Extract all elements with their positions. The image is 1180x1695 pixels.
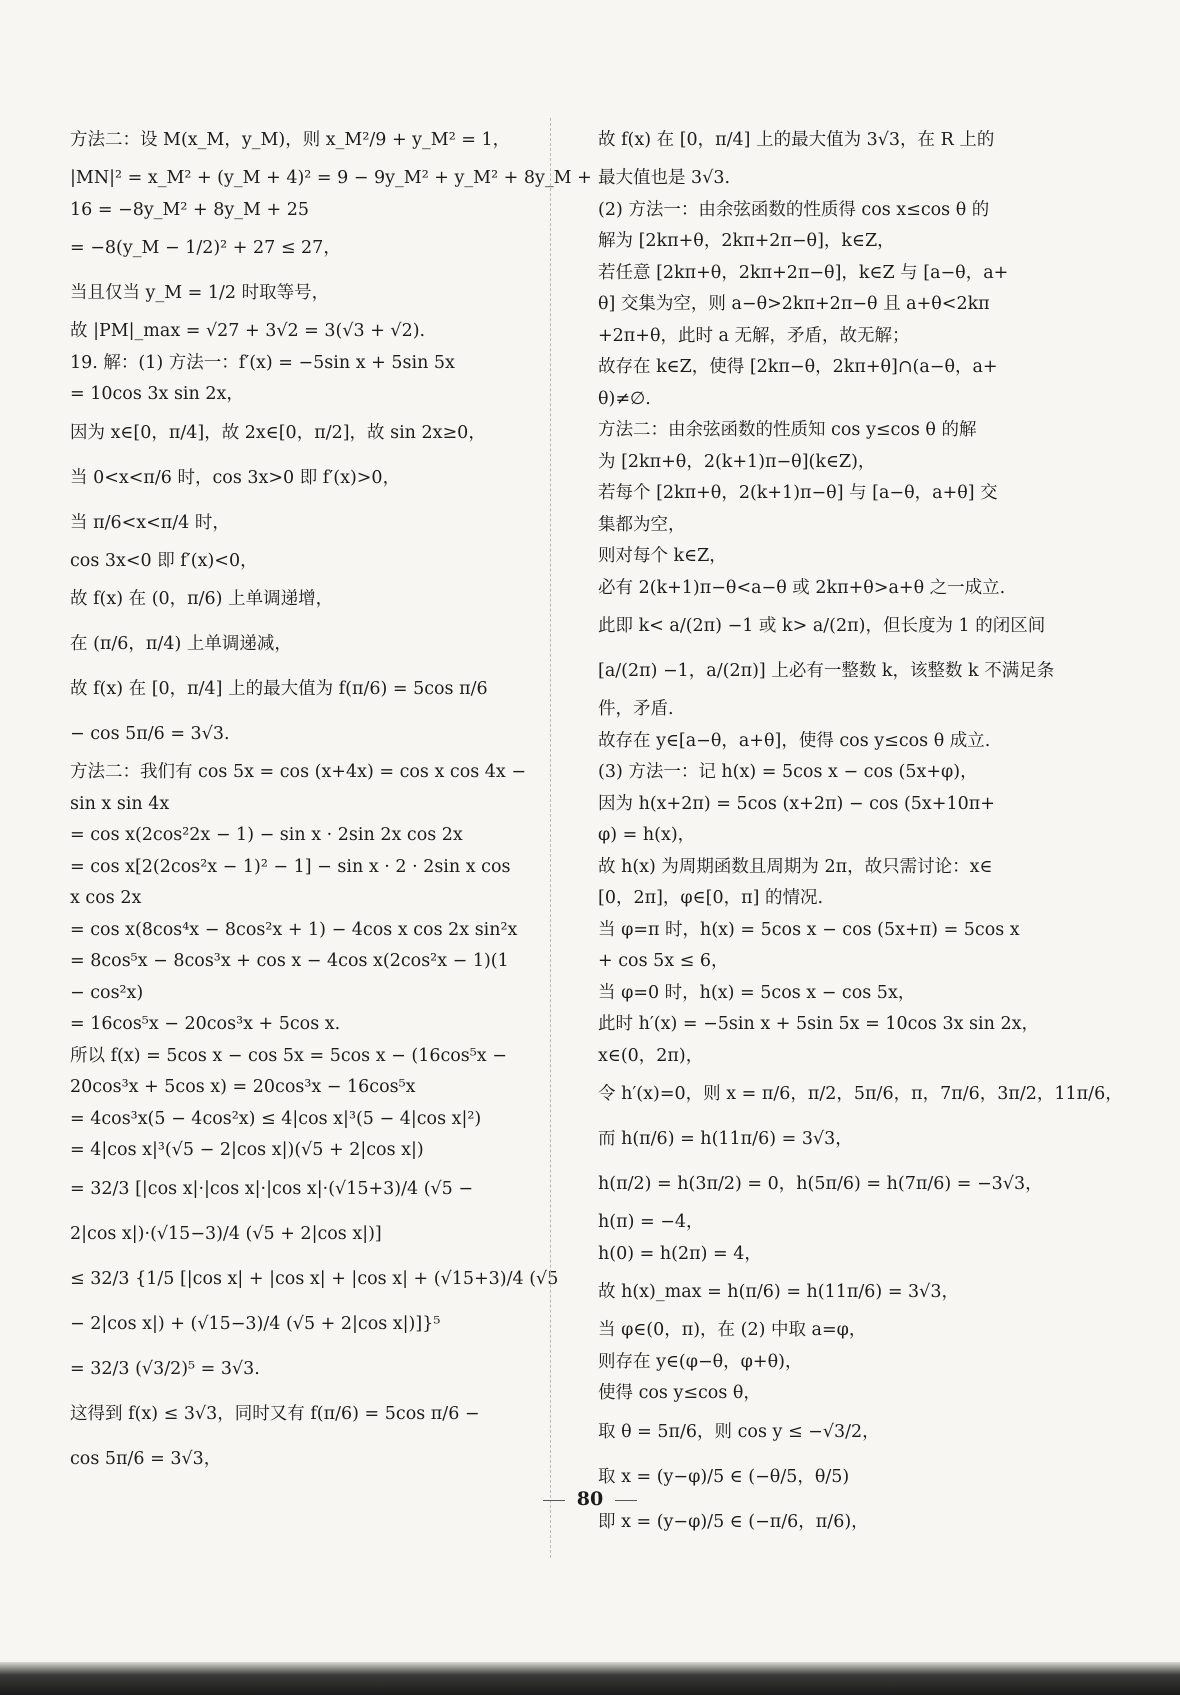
text-line: 当 φ=0 时，h(x) = 5cos x − cos 5x， [598, 982, 916, 1003]
text-line: 当 0<x<π/6 时，cos 3x>0 即 f′(x)>0， [70, 467, 401, 488]
text-line: − cos 5π/6 = 3√3. [70, 724, 230, 744]
text-line: 故存在 k∈Z，使得 [2kπ−θ，2kπ+θ]∩(a−θ，a+ [598, 357, 998, 377]
text-line: 令 h′(x)=0，则 x = π/6，π/2，5π/6，π，7π/6，3π/2，11π/6， [598, 1084, 1123, 1104]
text-line: = 4cos³x(5 − 4cos²x) ≤ 4|cos x|³(5 − 4|cos x|²) [70, 1108, 482, 1129]
text-line: 必有 2(k+1)π−θ<a−θ 或 2kπ+θ>a+θ 之一成立. [598, 577, 1006, 598]
text-line: − 2|cos x|) + (√15−3)/4 (√5 + 2|cos x|)]}⁵ [70, 1313, 441, 1334]
text-line: 取 x = (y−φ)/5 ∈ (−θ/5，θ/5) [598, 1466, 850, 1487]
text-line: 因为 h(x+2π) = 5cos (x+2π) − cos (5x+10π+ [598, 793, 995, 814]
text-line: (3) 方法一：记 h(x) = 5cos x − cos (5x+φ)， [598, 762, 978, 782]
text-line: (2) 方法一：由余弦函数的性质得 cos x≤cos θ 的 [598, 199, 990, 220]
text-line: φ) = h(x)， [598, 825, 696, 845]
text-line: 集都为空， [598, 514, 686, 535]
text-line: 故 f(x) 在 (0，π/6) 上单调递增， [70, 589, 334, 609]
text-line: 当且仅当 y_M = 1/2 时取等号， [70, 283, 330, 303]
text-line: 2|cos x|)·(√15−3)/4 (√5 + 2|cos x|)] [70, 1223, 382, 1244]
text-line: 故 f(x) 在 [0，π/4] 上的最大值为 3√3，在 R 上的 [598, 130, 995, 150]
text-line: |MN|² = x_M² + (y_M + 4)² = 9 − 9y_M² + y_M² + 8y_M + [70, 168, 592, 188]
text-line: = cos x(2cos²2x − 1) − sin x · 2sin 2x cos 2x [70, 825, 463, 845]
text-line: 而 h(π/6) = h(11π/6) = 3√3， [598, 1129, 853, 1149]
text-line: 解为 [2kπ+θ，2kπ+2π−θ]，k∈Z， [598, 231, 895, 251]
text-line: = cos x[2(2cos²x − 1)² − 1] − sin x · 2 · 2sin x cos [70, 856, 511, 877]
text-line: sin x sin 4x [70, 793, 170, 814]
text-line: 故 f(x) 在 [0，π/4] 上的最大值为 f(π/6) = 5cos π/6 [70, 679, 488, 699]
scan-bottom-edge [0, 1662, 1180, 1695]
text-line: ≤ 32/3 {1/5 [|cos x| + |cos x| + |cos x| + (√15+3)/4 (√5 [70, 1268, 559, 1289]
text-line: 即 x = (y−φ)/5 ∈ (−π/6，π/6)， [598, 1511, 869, 1532]
text-line: h(π/2) = h(3π/2) = 0，h(5π/6) = h(7π/6) = −3√3， [598, 1174, 1043, 1194]
text-line: x cos 2x [70, 888, 142, 908]
text-line: 方法二：设 M(x_M，y_M)，则 x_M²/9 + y_M² = 1， [70, 130, 511, 150]
text-line: 故存在 y∈[a−θ，a+θ]，使得 cos y≤cos θ 成立. [598, 730, 991, 751]
text-line: 故 |PM|_max = √27 + 3√2 = 3(√3 + √2). [70, 321, 426, 341]
text-line: + cos 5x ≤ 6， [598, 951, 729, 971]
text-line: +2π+θ，此时 a 无解，矛盾，故无解； [598, 325, 910, 346]
text-line: 为 [2kπ+θ，2(k+1)π−θ](k∈Z)， [598, 451, 876, 472]
text-line: 方法二：由余弦函数的性质知 cos y≤cos θ 的解 [598, 420, 977, 440]
text-line: = 8cos⁵x − 8cos³x + cos x − 4cos x(2cos²x − 1)(1 [70, 951, 509, 971]
text-line: 当 π/6<x<π/4 时， [70, 512, 230, 533]
text-line: = cos x(8cos⁴x − 8cos²x + 1) − 4cos x cos 2x sin²x [70, 919, 518, 940]
text-line: 此时 h′(x) = −5sin x + 5sin 5x = 10cos 3x sin 2x， [598, 1014, 1039, 1034]
text-line: cos 3x<0 即 f′(x)<0， [70, 550, 258, 571]
text-line: cos 5π/6 = 3√3， [70, 1448, 222, 1469]
text-line: − cos²x) [70, 982, 144, 1003]
text-line: 当 φ∈(0，π)，在 (2) 中取 a=φ， [598, 1320, 867, 1340]
text-line: θ] 交集为空，则 a−θ>2kπ+2π−θ 且 a+θ<2kπ [598, 294, 990, 314]
text-line: = 4|cos x|³(√5 − 2|cos x|)(√5 + 2|cos x|) [70, 1140, 424, 1160]
text-line: h(0) = h(2π) = 4， [598, 1243, 762, 1264]
text-line: 20cos³x + 5cos x) = 20cos³x − 16cos⁵x [70, 1077, 416, 1097]
text-line: x∈(0，2π)， [598, 1045, 704, 1066]
text-line: 则存在 y∈(φ−θ，φ+θ)， [598, 1351, 803, 1372]
text-line: θ)≠∅. [598, 388, 651, 409]
text-line: 16 = −8y_M² + 8y_M + 25 [70, 199, 309, 220]
text-line: 故 h(x) 为周期函数且周期为 2π，故只需讨论：x∈ [598, 856, 993, 877]
text-line: [a/(2π) −1，a/(2π)] 上必有一整数 k，该整数 k 不满足条 [598, 661, 1055, 681]
text-line: 这得到 f(x) ≤ 3√3，同时又有 f(π/6) = 5cos π/6 − [70, 1403, 480, 1424]
right-column [598, 118, 1123, 1545]
text-line: 因为 x∈[0，π/4]，故 2x∈[0，π/2]，故 sin 2x≥0， [70, 422, 486, 443]
text-line: 件，矛盾. [598, 699, 674, 719]
left-column [70, 118, 592, 1482]
column-divider [550, 118, 551, 1558]
text-line: 若任意 [2kπ+θ，2kπ+2π−θ]，k∈Z 与 [a−θ，a+ [598, 262, 1009, 283]
text-line: 使得 cos y≤cos θ， [598, 1383, 761, 1403]
text-line: = −8(y_M − 1/2)² + 27 ≤ 27， [70, 238, 341, 258]
text-line: = 32/3 [|cos x|·|cos x|·|cos x|·(√15+3)/4 (√5 − [70, 1178, 474, 1199]
text-line: = 16cos⁵x − 20cos³x + 5cos x. [70, 1014, 341, 1034]
text-line: 方法二：我们有 cos 5x = cos (x+4x) = cos x cos 4x − [70, 762, 527, 782]
text-line: 若每个 [2kπ+θ，2(k+1)π−θ] 与 [a−θ，a+θ] 交 [598, 483, 998, 503]
text-line: 此即 k< a/(2π) −1 或 k> a/(2π)，但长度为 1 的闭区间 [598, 616, 1046, 636]
text-line: = 32/3 (√3/2)⁵ = 3√3. [70, 1358, 260, 1379]
text-line: 所以 f(x) = 5cos x − cos 5x = 5cos x − (16cos⁵x − [70, 1045, 507, 1066]
text-line: 当 φ=π 时，h(x) = 5cos x − cos (5x+π) = 5cos x [598, 919, 1020, 940]
text-line: 则对每个 k∈Z， [598, 546, 727, 566]
page-number: 80 [0, 1488, 1180, 1510]
text-line: [0，2π]，φ∈[0，π] 的情况. [598, 888, 824, 908]
text-line: 取 θ = 5π/6，则 cos y ≤ −√3/2， [598, 1421, 880, 1442]
text-line: 在 (π/6，π/4) 上单调递减， [70, 634, 292, 654]
text-line: 故 h(x)_max = h(π/6) = h(11π/6) = 3√3， [598, 1282, 959, 1302]
text-line: = 10cos 3x sin 2x， [70, 384, 244, 404]
text-line: 最大值也是 3√3. [598, 168, 731, 188]
text-line: 19. 解：(1) 方法一：f′(x) = −5sin x + 5sin 5x [70, 352, 455, 373]
text-line: h(π) = −4， [598, 1212, 704, 1232]
